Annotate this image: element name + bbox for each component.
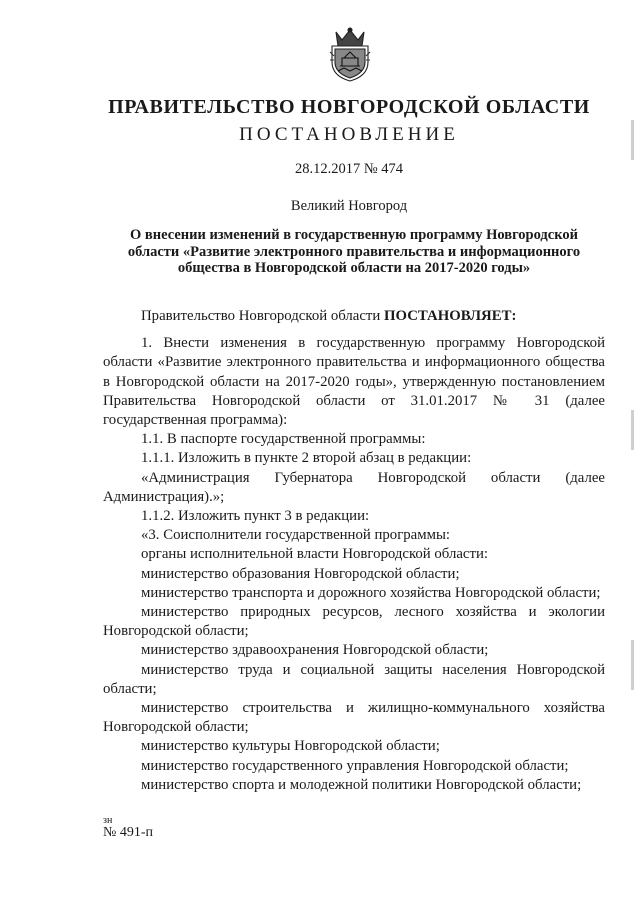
paragraph: «Администрация Губернатора Новгородской области (далее Администрация).»;	[103, 469, 605, 505]
paragraph: министерство здравоохранения Новгородской области;	[141, 642, 489, 659]
paragraph: министерство культуры Новгородской области;	[141, 738, 440, 755]
paragraph: 1. Внести изменения в государственную программу Новгородской области «Развитие электронного правительства и информационного общества в Новгородской области на 2017-2020 годы», утвержденную постановлением Правительства Новгородской области от 31.01.2017 № 31 (далее государственная программа):	[103, 335, 605, 429]
paragraph: органы исполнительной власти Новгородской области:	[141, 546, 488, 563]
preamble-decree: ПОСТАНОВЛЯЕТ:	[384, 308, 517, 324]
city: Великий Новгород	[290, 198, 408, 214]
footer-doc-ref: № 491-п	[103, 825, 154, 840]
paragraph: министерство природных ресурсов, лесного хозяйства и экологии Новгородской области;	[103, 604, 605, 640]
paragraph: министерство спорта и молодежной политики Новгородской области;	[141, 776, 582, 793]
footer-initials: зн	[103, 815, 113, 826]
paragraph: министерство образования Новгородской области;	[141, 565, 460, 582]
scan-margin-mark	[631, 410, 634, 450]
document-body	[103, 307, 605, 795]
document-subject: О внесении изменений в государственную программу Новгородской области «Развитие электронного правительства и информационного общества в Новгородской области на 2017-2020 годы»	[127, 227, 581, 276]
paragraph: министерство транспорта и дорожного хозяйства Новгородской области;	[141, 584, 601, 601]
paragraph: министерство государственного управления Новгородской области;	[141, 757, 569, 774]
document-type: ПОСТАНОВЛЕНИЕ	[239, 124, 459, 145]
paragraph: 1.1.1. Изложить в пункте 2 второй абзац в редакции:	[141, 450, 472, 467]
scan-margin-mark	[631, 640, 634, 690]
footer-reference	[103, 816, 153, 840]
preamble-lead: Правительство Новгородской области	[141, 308, 384, 324]
preamble	[103, 307, 605, 326]
paragraph: «3. Соисполнители государственной программы:	[141, 527, 451, 544]
paragraph: 1.1. В паспорте государственной программы:	[141, 431, 426, 448]
scan-margin-mark	[631, 120, 634, 160]
paragraph: министерство труда и социальной защиты населения Новгородской области;	[103, 661, 605, 697]
org-name: ПРАВИТЕЛЬСТВО НОВГОРОДСКОЙ ОБЛАСТИ	[108, 96, 590, 118]
paragraph: 1.1.2. Изложить пункт 3 в редакции:	[141, 508, 370, 525]
paragraph: министерство строительства и жилищно-коммунального хозяйства Новгородской области;	[103, 700, 605, 736]
novgorod-coat-of-arms-icon	[328, 26, 372, 82]
date-and-number: 28.12.2017 № 474	[294, 161, 404, 177]
